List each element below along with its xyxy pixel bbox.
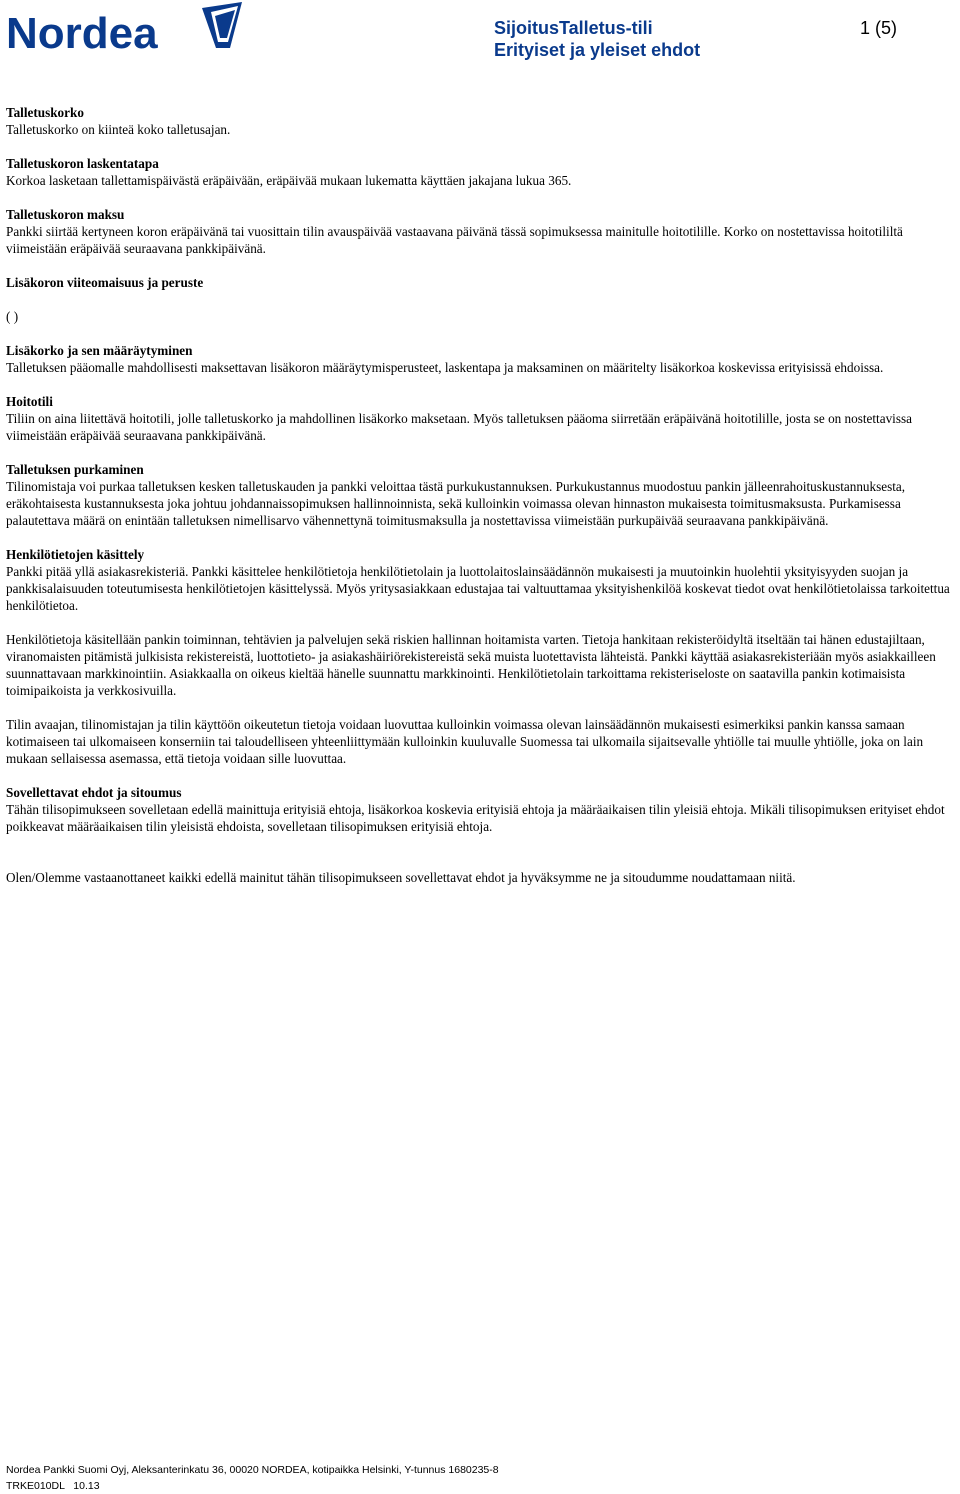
acceptance-statement: Olen/Olemme vastaanottaneet kaikki edellä mainitut tähän tilisopimukseen sovellettavat ehdot ja hyväksymme ne ja sitoudumme noudattamaan niitä. — [6, 870, 796, 885]
section-paragraph: Talletuksen pääomalle mahdollisesti maksettavan lisäkoron määräytymisperusteet, laskentapa ja maksaminen on määritelty lisäkorkoa koskevissa erityisissä ehdoissa. — [6, 360, 884, 375]
section-heading: Henkilötietojen käsittely — [6, 547, 145, 562]
nordea-logo-mark — [6, 0, 246, 56]
title-line-2: Erityiset ja yleiset ehdot — [494, 40, 701, 60]
section-koron-maksu — [6, 206, 956, 257]
section-heading: Talletuskoron maksu — [6, 207, 125, 222]
section-henkilotiedot-3 — [6, 716, 956, 767]
section-heading: Lisäkoron viiteomaisuus ja peruste — [6, 275, 204, 290]
section-talletuskorko — [6, 104, 956, 138]
footer-code: TRKE010DL 10.13 — [6, 1480, 100, 1492]
footer-address: Nordea Pankki Suomi Oyj, Aleksanterinkatu 36, 00020 NORDEA, kotipaikka Helsinki, Y-tunnus 1680235-8 — [6, 1464, 499, 1476]
section-paragraph: Tähän tilisopimukseen sovelletaan edellä mainittuja erityisiä ehtoja, lisäkorkoa koskevia erityisiä ehtoja ja määräaikaisen tilin yleisiä ehtoja. Mikäli tilisopimuksen erityiset ehdot poikkeavat määräaikaisen tilin yleisistä ehdoista, sovelletaan tilisopimuksen erityisiä ehtoja. — [6, 802, 945, 834]
section-paragraph: Henkilötietoja käsitellään pankin toiminnan, tehtävien ja palvelujen sekä riskien hallinnan hoitamista varten. Tietoja hankitaan rekisteröidyltä itseltään tai hänen edustajiltaan, viranomaisten pitämistä julkisista rekistereistä, luottotieto- ja asiakashäiriörekistereistä sekä muista luotettavista lähteistä. Pankki käyttää asiakasrekisteriään myös asiakkailleen suunnattavaan markkinointiin. Asiakkaalla on oikeus kieltää hänelle suunnattu markkinointi. Henkilötietolain tarkoittama rekisteriseloste on saatavilla pankin kotimaisista toimipaikoista ja verkkosivuilla. — [6, 632, 936, 698]
section-paragraph: Tilin avaajan, tilinomistajan ja tilin käyttöön oikeutetun tietoja voidaan luovuttaa kulloinkin voimassa olevan lainsäädännön mukaisesti esimerkiksi pankin kanssa samaan kotimaiseen tai ulkomaiseen konserniin tai taloudelliseen yhteenliittymään kulloinkin kuuluvalle Suomessa tai ulkomaila sijaitsevalle yhtiölle tai muulle yhtiölle, joka on lain mukaan sellaisessa asemassa, että tietoja voidaan sille luovuttaa. — [6, 717, 924, 766]
logo-wordmark: Nordea — [6, 9, 158, 56]
page-number: 1 (5) — [860, 18, 898, 38]
section-laskentatapa — [6, 155, 956, 189]
section-paragraph: Korkoa lasketaan tallettamispäivästä eräpäivään, eräpäivää mukaan lukematta käyttäen jakajana lukua 365. — [6, 173, 572, 188]
section-paragraph: Talletuskorko on kiinteä koko talletusajan. — [6, 122, 231, 137]
section-heading: Talletuskorko — [6, 105, 84, 120]
terms-body — [6, 104, 956, 886]
section-henkilotiedot-2 — [6, 631, 956, 699]
section-lisakorko — [6, 342, 956, 376]
document-title — [494, 17, 700, 61]
section-purkaminen — [6, 461, 956, 529]
section-paragraph: Pankki siirtää kertyneen koron eräpäivänä tai vuosittain tilin avauspäivää vastaavana päivänä tässä sopimuksessa mainitulle hoitotilille. Korko on nostettavissa hoitotililtä viimeistään eräpäivää seuraavana pankkipäivänä. — [6, 224, 903, 256]
section-paragraph: Tiliin on aina liitettävä hoitotili, jolle talletuskorko ja mahdollinen lisäkorko maksetaan. Myös talletuksen pääoma siirretään eräpäivänä hoitotilille, josta se on nostettavissa viimeistään eräpäivää seuraavana pankkipäivänä. — [6, 411, 912, 443]
section-heading: Lisäkorko ja sen määräytyminen — [6, 343, 193, 358]
nordea-logo — [6, 0, 246, 56]
section-heading: Hoitotili — [6, 394, 53, 409]
section-henkilotiedot — [6, 546, 956, 614]
section-paragraph: ( ) — [6, 309, 19, 324]
section-heading: Talletuskoron laskentatapa — [6, 156, 159, 171]
section-heading: Sovellettavat ehdot ja sitoumus — [6, 785, 182, 800]
section-viiteomaisuus — [6, 274, 956, 325]
footer — [6, 1462, 499, 1494]
section-paragraph: Pankki pitää yllä asiakasrekisteriä. Pankki käsittelee henkilötietoja henkilötietolain ja luottolaitoslainsäädännön mukaisesti ja muutoinkin huolehtii yksityisyyden suojan ja pankkisalaisuuden toteutumisesta henkilötietojen käsittelyssä. Myös yritysasiakkaan edustajaa tai valtuuttamaa yksityishenkilöä koskevat tiedot ovat henkilötietolaissa tarkoitettua henkilötietoa. — [6, 564, 950, 613]
section-sovellettavat-ehdot — [6, 784, 956, 835]
section-paragraph: Tilinomistaja voi purkaa talletuksen kesken talletuskauden ja pankki veloittaa tästä purkukustannuksen. Purkukustannus muodostuu pankin jälleenrahoituskustannuksesta, eräkohtaisesta kustannuksesta joka johtuu johdannaissopimuksen hallinnoinnista, sekä kulloinkin voimassa olevan hinnaston mukaisesta toimitusmaksusta. Purkamisessa palautettava määrä on enintään talletuksen nimellisarvo vähennettynä toimitusmaksulla ja nostettavissa viimeistään purkupäivää seuraavana pankkipäivänä. — [6, 479, 906, 528]
section-heading: Talletuksen purkaminen — [6, 462, 144, 477]
section-hoitotili — [6, 393, 956, 444]
title-line-1: SijoitusTalletus-tili — [494, 18, 653, 38]
